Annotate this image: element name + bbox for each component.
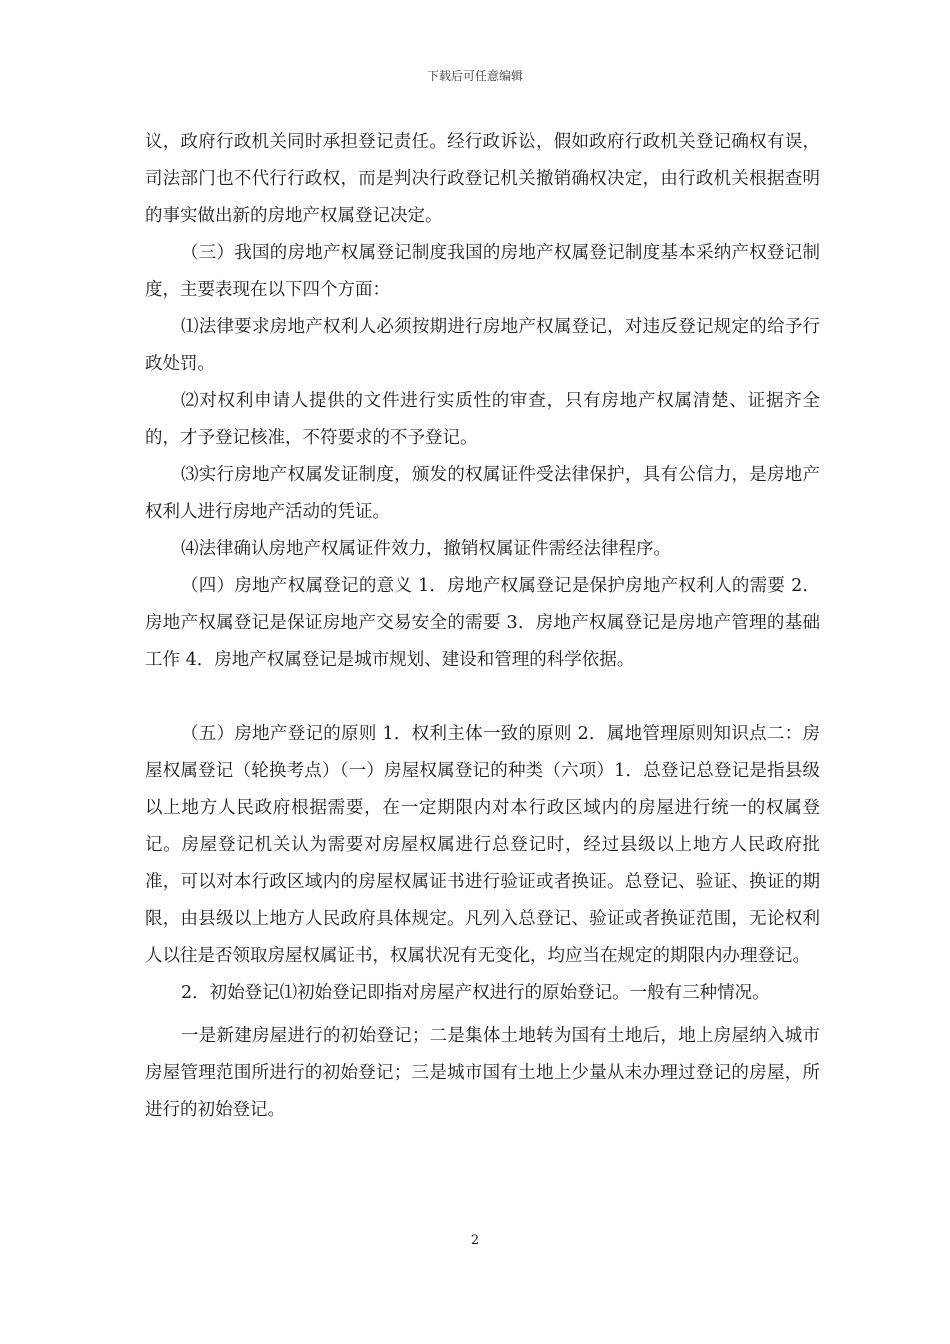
paragraph-continuation: 议，政府行政机关同时承担登记责任。经行政诉讼，假如政府行政机关登记确权有误，司法部门也不代行行政权，而是判决行政登记机关撤销确权决定，由行政机关根据查明的事实做出新的房地产权属登记决定。 (145, 132, 820, 226)
paragraph-item-1: ⑴法律要求房地产权利人必须按期进行房地产权属登记，对违反登记规定的给予行政处罚。 (145, 317, 820, 374)
paragraph-section-3: （三）我国的房地产权属登记制度我国的房地产权属登记制度基本采纳产权登记制度，主要表现在以下四个方面： (145, 243, 820, 300)
paragraph-section-5: （五）房地产登记的原则 1．权利主体一致的原则 2．属地管理原则知识点二：房屋权属登记（轮换考点）（一）房屋权属登记的种类（六项）1．总登记总登记是指县级以上地方人民政府根据需要，在一定期限内对本行政区域内的房屋进行统一的权属登记。房屋登记机关认为需要对房屋权属进行总登记时，经过县级以上地方人民政府批准，可以对本行政区域内的房屋权属证书进行验证或者换证。总登记、验证、换证的期限，由县级以上地方人民政府具体规定。凡列入总登记、验证或者换证范围，无论权利人以往是否领取房屋权属证书，权属状况有无变化，均应当在规定的期限内办理登记。 (145, 724, 820, 966)
paragraph-item-4: ⑷法律确认房地产权属证件效力，撤销权属证件需经法律程序。 (181, 539, 671, 559)
paragraph-section-4: （四）房地产权属登记的意义 1．房地产权属登记是保护房地产权利人的需要 2．房地产权属登记是保证房地产交易安全的需要 3．房地产权属登记是房地产管理的基础工作 4．房地产权属登记是城市规划、建设和管理的科学依据。 (145, 576, 820, 670)
page-number: 2 (470, 1233, 480, 1248)
document-body (145, 124, 820, 1129)
paragraph-initial-registration: 2．初始登记⑴初始登记即指对房屋产权进行的原始登记。一般有三种情况。 (181, 983, 770, 1003)
paragraph-three-cases: 一是新建房屋进行的初始登记；二是集体土地转为国有土地后，地上房屋纳入城市房屋管理范围所进行的初始登记；三是城市国有土地上少量从未办理过登记的房屋，所进行的初始登记。 (145, 1026, 820, 1120)
paragraph-item-3: ⑶实行房地产权属发证制度，颁发的权属证件受法律保护，具有公信力，是房地产权利人进行房地产活动的凭证。 (145, 465, 820, 522)
paragraph-item-2: ⑵对权利申请人提供的文件进行实质性的审查，只有房地产权属清楚、证据齐全的，才予登记核准，不符要求的不予登记。 (145, 391, 820, 448)
header-note: 下载后可任意编辑 (426, 69, 523, 83)
